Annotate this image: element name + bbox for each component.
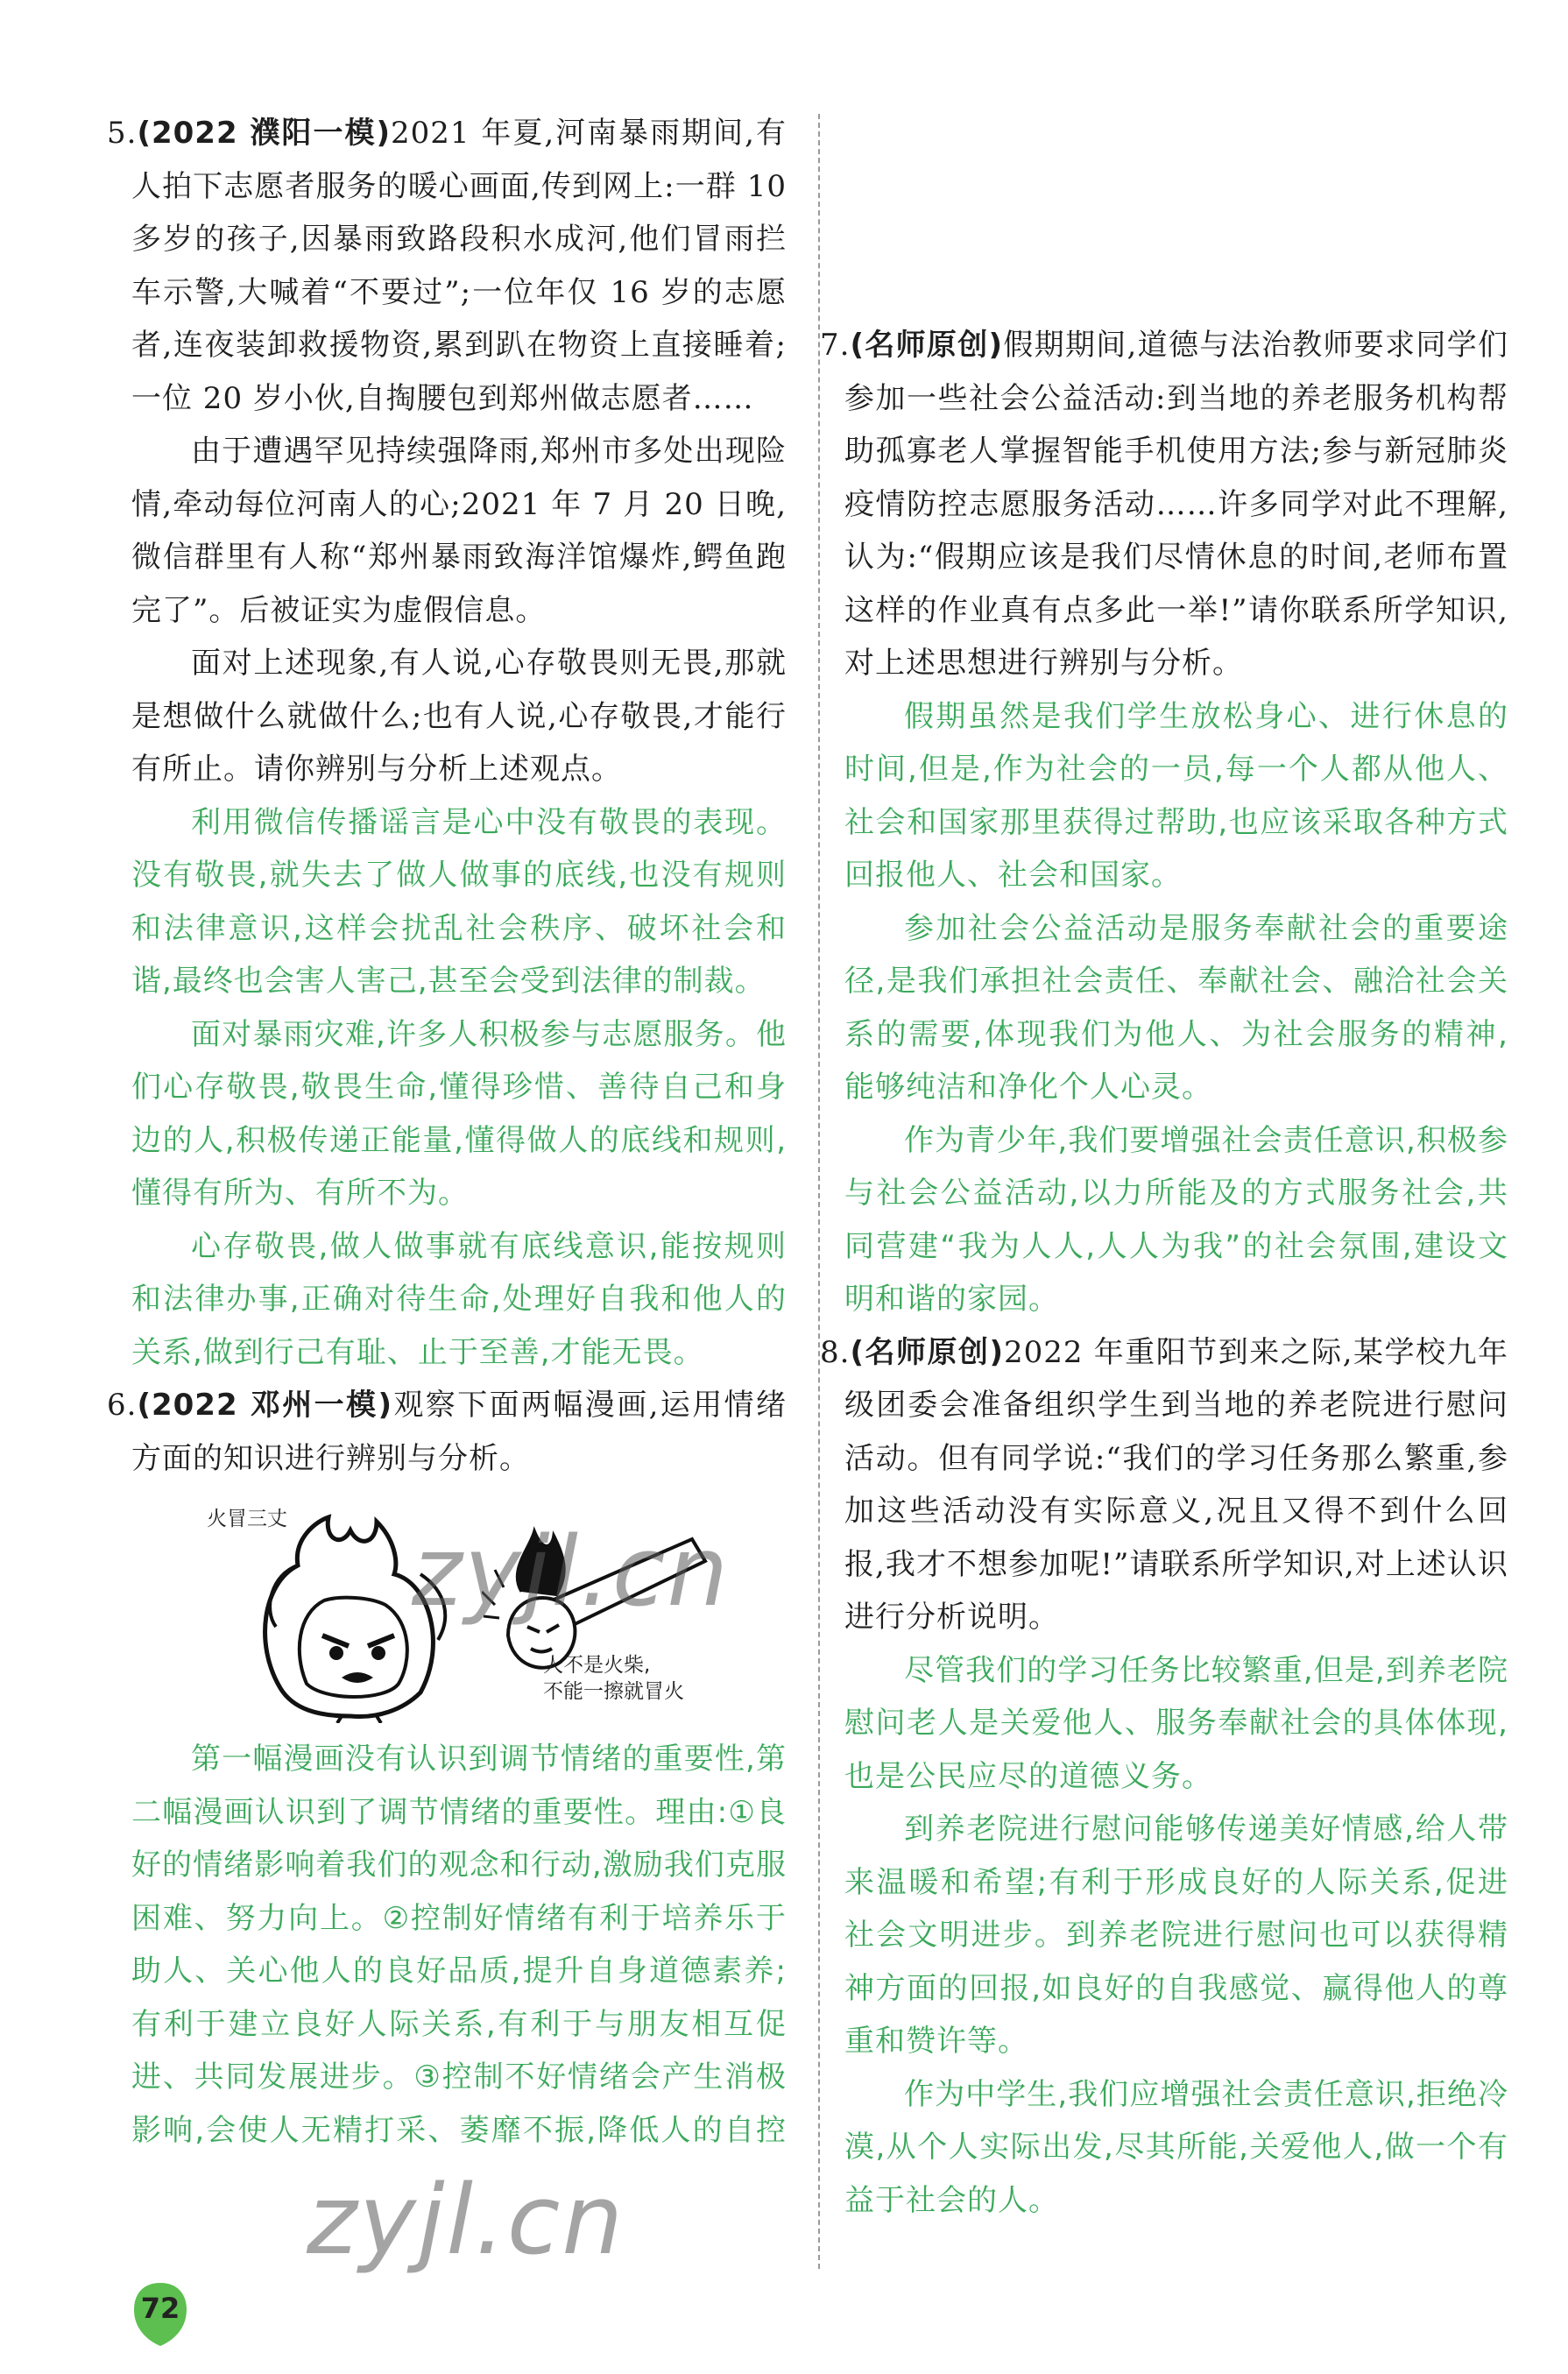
question-stem: 2022 年重阳节到来之际,某学校九年级团委会准备组织学生到当地的养老院进行慰问活动。但有同学说:“我们的学习任务那么繁重,参加这些活动没有实际意义,况且又得不到什么回报,我才不想参加呢!”请联系所学知识,对上述认识进行分析说明。: [844, 1334, 1508, 1635]
question-6: [107, 1379, 787, 1485]
cartoon-2-caption-line-1: 人不是火柴,: [543, 1654, 651, 1677]
question-5-prompt: 面对上述现象,有人说,心存敬畏则无畏,那就是想做什么就做什么;也有人说,心存敬畏,才能行有所止。请你辨别与分析上述观点。: [131, 646, 787, 787]
question-source: (2022 濮阳一模): [137, 116, 392, 151]
answer-paragraph: 作为青少年,我们要增强社会责任意识,积极参与社会公益活动,以力所能及的方式服务社会,共同营建“我为人人,人人为我”的社会氛围,建设文明和谐的家园。: [844, 1122, 1508, 1317]
answer-paragraph: 假期虽然是我们学生放松身心、进行休息的时间,但是,作为社会的一员,每一个人都从他人、社会和国家那里获得过帮助,也应该采取各种方式回报他人、社会和国家。: [844, 698, 1508, 893]
page-number: 72: [140, 2292, 180, 2325]
cartoon-2-caption-line-2: 不能一擦就冒火: [543, 1680, 684, 1703]
column-divider: [818, 114, 820, 2269]
page-number-badge: [130, 2279, 191, 2341]
answer-paragraph: 尽管我们的学习任务比较繁重,但是,到养老院慰问老人是关爱他人、服务奉献社会的具体体现,也是公民应尽的道德义务。: [844, 1652, 1508, 1794]
question-stem: 假期期间,道德与法治教师要求同学们参加一些社会公益活动:到当地的养老服务机构帮助孤寡老人掌握智能手机使用方法;参与新冠肺炎疫情防控志愿服务活动……许多同学对此不理解,认为:“假期应该是我们尽情休息的时间,老师布置这样的作业真有点多此一举!”请你联系所学知识,对上述思想进行辨别与分析。: [844, 328, 1508, 681]
question-number: 5.: [107, 116, 138, 151]
question-number: 6.: [107, 1388, 138, 1423]
question-source: (2022 邓州一模): [137, 1388, 392, 1423]
cartoon-1-caption: 火冒三丈: [207, 1508, 287, 1530]
answer-paragraph: 作为中学生,我们应增强社会责任意识,拒绝冷漠,从个人实际出发,尽其所能,关爱他人,做一个有益于社会的人。: [844, 2076, 1508, 2218]
question-number: 7.: [820, 328, 851, 363]
question-number: 8.: [820, 1334, 851, 1370]
answer-paragraph: 参加社会公益活动是服务奉献社会的重要途径,是我们承担社会责任、奉献社会、融洽社会关系的需要,体现我们为他人、为社会服务的精神,能够纯洁和净化个人心灵。: [844, 910, 1508, 1105]
question-7: [820, 319, 1508, 690]
question-5-paragraph: 由于遭遇罕见持续强降雨,郑州市多处出现险情,牵动每位河南人的心;2021 年 7 月 20 日晚,微信群里有人称“郑州暴雨致海洋馆爆炸,鳄鱼跑完了”。后被证实为虚假信息。: [131, 434, 787, 628]
question-stem: 观察下面两幅漫画,运用情绪方面的知识进行辨别与分析。: [131, 1388, 787, 1476]
answer-continuation: [844, 107, 1508, 319]
question-8: [820, 1326, 1508, 1644]
watermark: zyjl.cn: [412, 1516, 731, 1628]
left-column: [107, 107, 787, 2160]
question-source: (名师原创): [850, 1334, 1004, 1370]
question-source: (名师原创): [850, 328, 1004, 363]
right-column: [820, 107, 1508, 2227]
answer-paragraph: 到养老院进行慰问能够传递美好情感,给人带来温暖和希望;有利于形成良好的人际关系,促进社会文明进步。到养老院进行慰问也可以获得精神方面的回报,如良好的自我感觉、赢得他人的尊重和赞许等。: [844, 1812, 1508, 2059]
answer-paragraph: 面对暴雨灾难,许多人积极参与志愿服务。他们心存敬畏,敬畏生命,懂得珍惜、善待自己和身边的人,积极传递正能量,懂得做人的底线和规则,懂得有所为、有所不为。: [131, 1016, 787, 1211]
question-5: [107, 107, 787, 425]
question-stem: 2021 年夏,河南暴雨期间,有人拍下志愿者服务的暖心画面,传到网上:一群 10 多岁的孩子,因暴雨致路段积水成河,他们冒雨拦车示警,大喊着“不要过”;一位年仅 16 岁的志愿者,连夜装卸救援物资,累到趴在物资上直接睡着;一位 20 岁小伙,自掏腰包到郑州做志愿者……: [131, 116, 787, 416]
answer-paragraph: 第一幅漫画没有认识到调节情绪的重要性,第二幅漫画认识到了调节情绪的重要性。理由:①良好的情绪影响着我们的观念和行动,激励我们克服困难、努力向上。②控制好情绪有利于培养乐于助人、关心他人的良好品质,提升自身道德素养;有利于建立良好人际关系,有利于与朋友相互促进、共同发展进步。③控制不好情绪会产生消极影响,会使人无精打采、萎靡不振,降低人的自控: [131, 1742, 787, 2148]
answer-paragraph: 心存敬畏,做人做事就有底线意识,能按规则和法律办事,正确对待生命,处理好自我和他人的关系,做到行己有耻、止于至善,才能无畏。: [131, 1228, 787, 1370]
answer-paragraph: 利用微信传播谣言是心中没有敬畏的表现。没有敬畏,就失去了做人做事的底线,也没有规则和法律意识,这样会扰乱社会秩序、破坏社会和谐,最终也会害人害己,甚至会受到法律的制裁。: [131, 804, 787, 999]
watermark: zyjl.cn: [307, 2164, 625, 2276]
